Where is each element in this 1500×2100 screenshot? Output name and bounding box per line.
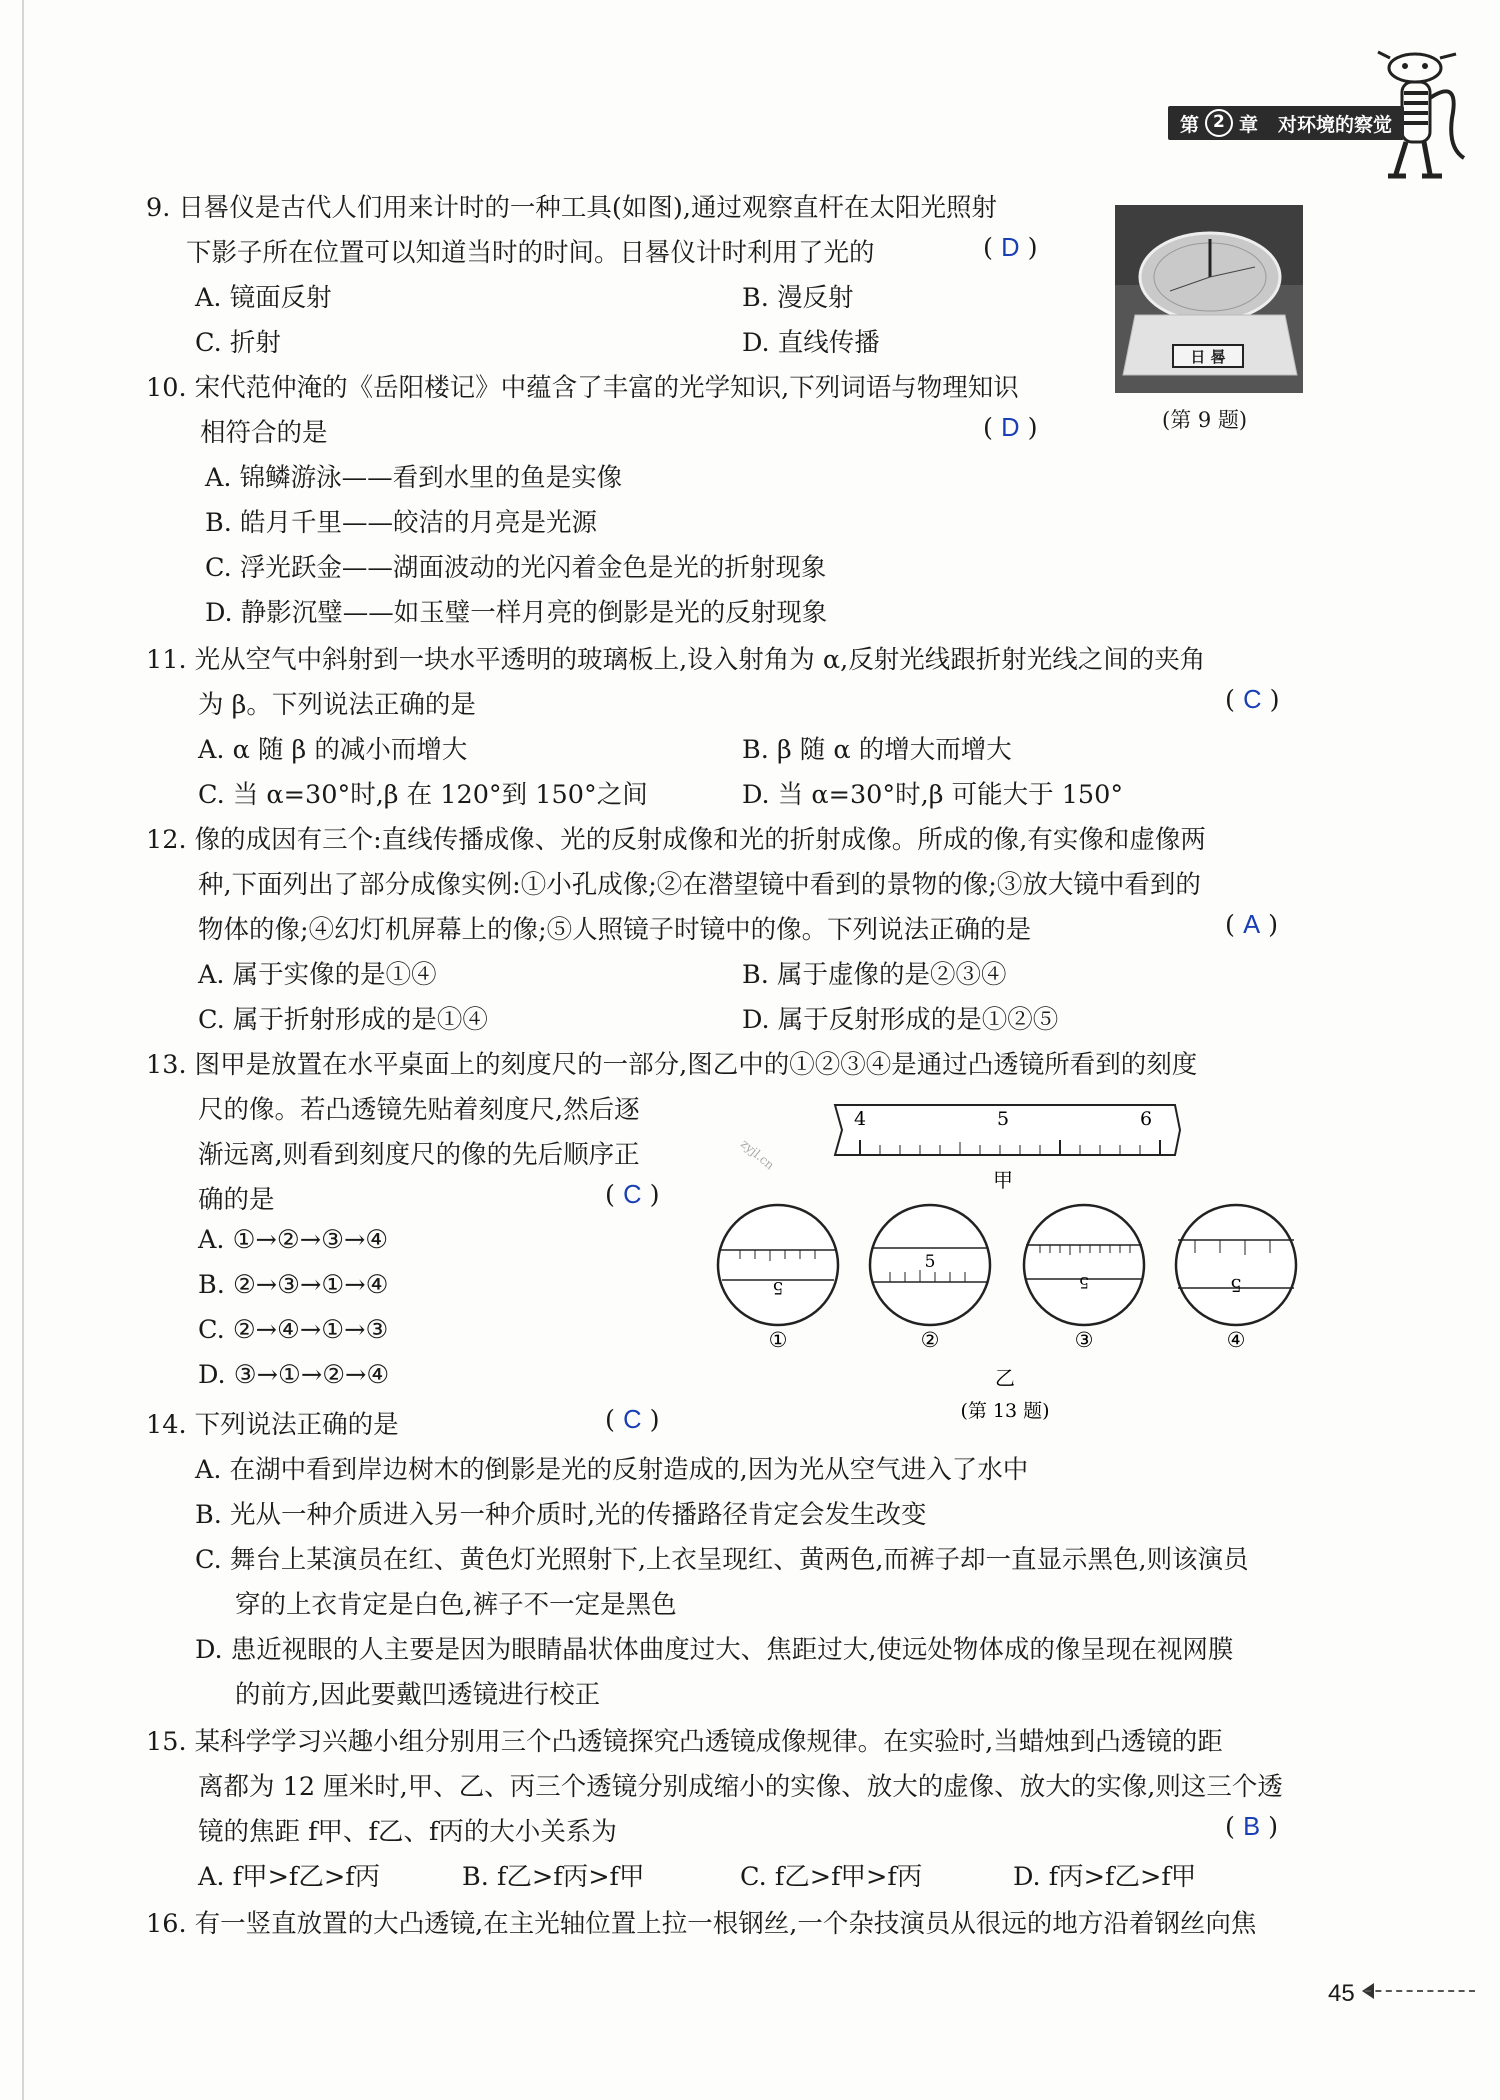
- watermark: zyjl.cn: [738, 1136, 777, 1173]
- q12-answer: A: [1243, 911, 1261, 939]
- page-dash-line: [1365, 1990, 1475, 1992]
- q9-caption: (第 9 题): [1162, 408, 1248, 432]
- q13-option-b: B. ②→③→①→④: [198, 1270, 389, 1300]
- q11-answer: C: [1243, 686, 1262, 714]
- q11-answer-bracket: ( C ): [1225, 685, 1280, 715]
- q12-stem-line3: 物体的像;④幻灯机屏幕上的像;⑤人照镜子时镜中的像。下列说法正确的是: [198, 915, 1032, 945]
- q13-stem-line2: 尺的像。若凸透镜先贴着刻度尺,然后逐: [198, 1095, 640, 1125]
- q15-option-d: D. f丙>f乙>f甲: [1013, 1862, 1197, 1892]
- q13-stem-line4: 确的是: [198, 1185, 275, 1215]
- q13-option-a: A. ①→②→③→④: [198, 1225, 389, 1255]
- q9-option-b: B. 漫反射: [742, 283, 854, 313]
- q15-option-c: C. f乙>f甲>f丙: [740, 1862, 923, 1892]
- label-yi: 乙: [995, 1366, 1015, 1390]
- q14-option-d-line2: 的前方,因此要戴凹透镜进行校正: [235, 1680, 601, 1710]
- q10-stem-line1: 10. 宋代范仲淹的《岳阳楼记》中蕴含了丰富的光学知识,下列词语与物理知识: [146, 373, 1019, 403]
- q13-stem-line3: 渐远离,则看到刻度尺的像的先后顺序正: [198, 1140, 640, 1170]
- q13-answer: C: [623, 1181, 642, 1209]
- circle-label-1: ①: [768, 1328, 788, 1352]
- page-number: 45: [1328, 1980, 1355, 2007]
- lens-image-4: [1176, 1205, 1296, 1325]
- circle-label-2: ②: [920, 1328, 940, 1352]
- q15-stem-line1: 15. 某科学学习兴趣小组分别用三个凸透镜探究凸透镜成像规律。在实验时,当蜡烛到凸透镜的距: [146, 1727, 1223, 1757]
- sundial-photo: [1115, 205, 1303, 393]
- q9-answer: D: [1001, 234, 1020, 262]
- q13-stem-line1: 13. 图甲是放置在水平桌面上的刻度尺的一部分,图乙中的①②③④是通过凸透镜所看到的刻度: [146, 1050, 1198, 1080]
- q10-option-a: A. 锦鳞游泳——看到水里的鱼是实像: [205, 463, 623, 493]
- q12-option-a: A. 属于实像的是①④: [198, 960, 437, 990]
- label-jia: 甲: [993, 1168, 1013, 1192]
- lens-4-digit: 5: [1230, 1274, 1242, 1295]
- q11-stem-line1: 11. 光从空气中斜射到一块水平透明的玻璃板上,设入射角为 α,反射光线跟折射光线之间的夹角: [146, 645, 1206, 675]
- q15-stem-line2: 离都为 12 厘米时,甲、乙、丙三个透镜分别成缩小的实像、放大的虚像、放大的实像,则这三个透: [198, 1772, 1283, 1802]
- q12-option-c: C. 属于折射形成的是①④: [198, 1005, 488, 1035]
- q14-option-a: A. 在湖中看到岸边树木的倒影是光的反射造成的,因为光从空气进入了水中: [195, 1455, 1029, 1485]
- chapter-prefix: 第: [1179, 113, 1199, 136]
- q12-option-d: D. 属于反射形成的是①②⑤: [742, 1005, 1059, 1035]
- circle-label-4: ④: [1226, 1328, 1246, 1352]
- q12-option-b: B. 属于虚像的是②③④: [742, 960, 1007, 990]
- q9-stem-line2: 下影子所在位置可以知道当时的时间。日晷仪计时利用了光的: [186, 238, 875, 268]
- lens-image-2: [870, 1205, 990, 1325]
- q16-stem-line1: 16. 有一竖直放置的大凸透镜,在主光轴位置上拉一根钢丝,一个杂技演员从很远的地方沿着钢丝向焦: [146, 1909, 1257, 1939]
- q10-answer-bracket: ( D ): [983, 413, 1038, 443]
- q12-answer-bracket: ( A ): [1225, 910, 1279, 940]
- q14-option-c-line2: 穿的上衣肯定是白色,裤子不一定是黑色: [235, 1590, 677, 1620]
- q9-option-d: D. 直线传播: [742, 328, 880, 358]
- q13-caption: (第 13 题): [960, 1400, 1050, 1422]
- chapter-title: 对环境的察觉: [1277, 113, 1392, 136]
- q15-answer: B: [1243, 1813, 1261, 1841]
- lens-3-digit: 5: [1078, 1273, 1090, 1292]
- q13-figure: [700, 1095, 1300, 1425]
- q14-option-d-line1: D. 患近视眼的人主要是因为眼睛晶状体曲度过大、焦距过大,使远处物体成的像呈现在视网膜: [195, 1635, 1234, 1665]
- q10-option-d: D. 静影沉璧——如玉璧一样月亮的倒影是光的反射现象: [205, 598, 828, 628]
- lens-image-1: [718, 1205, 838, 1325]
- q11-stem-line2: 为 β。下列说法正确的是: [198, 690, 476, 720]
- ruler-tick-6: 6: [1139, 1108, 1153, 1130]
- chapter-number: 2: [1205, 109, 1233, 137]
- q10-option-b: B. 皓月千里——皎洁的月亮是光源: [205, 508, 597, 538]
- ruler-tick-4: 4: [853, 1108, 867, 1130]
- lens-2-digit: 5: [924, 1252, 936, 1272]
- q13-answer-bracket: ( C ): [605, 1180, 660, 1210]
- q15-option-b: B. f乙>f丙>f甲: [462, 1862, 645, 1892]
- q14-option-b: B. 光从一种介质进入另一种介质时,光的传播路径肯定会发生改变: [195, 1500, 927, 1530]
- q9-option-c: C. 折射: [195, 328, 281, 358]
- q14-answer: C: [623, 1406, 642, 1434]
- q13-option-c: C. ②→④→①→③: [198, 1315, 389, 1345]
- q15-option-a: A. f甲>f乙>f丙: [198, 1862, 381, 1892]
- q9-option-a: A. 镜面反射: [195, 283, 332, 313]
- q11-option-a: A. α 随 β 的减小而增大: [198, 735, 468, 765]
- circle-label-3: ③: [1074, 1328, 1094, 1352]
- q15-stem-line3: 镜的焦距 f甲、f乙、f丙的大小关系为: [198, 1817, 617, 1847]
- q10-answer: D: [1001, 414, 1020, 442]
- lens-1-digit: 5: [772, 1277, 784, 1297]
- q14-stem: 14. 下列说法正确的是: [146, 1410, 399, 1440]
- chapter-header: [1168, 106, 1404, 140]
- q11-option-b: B. β 随 α 的增大而增大: [742, 735, 1012, 765]
- q11-option-c: C. 当 α=30°时,β 在 120°到 150°之间: [198, 780, 648, 810]
- q11-option-d: D. 当 α=30°时,β 可能大于 150°: [742, 780, 1124, 810]
- scan-edge: [22, 0, 24, 2100]
- q12-stem-line2: 种,下面列出了部分成像实例:①小孔成像;②在潜望镜中看到的景物的像;③放大镜中看到的: [198, 870, 1201, 900]
- q15-answer-bracket: ( B ): [1225, 1812, 1279, 1842]
- ruler-tick-5: 5: [996, 1108, 1010, 1130]
- q13-option-d: D. ③→①→②→④: [198, 1360, 390, 1390]
- q12-stem-line1: 12. 像的成因有三个:直线传播成像、光的反射成像和光的折射成像。所成的像,有实像和虚像两: [146, 825, 1206, 855]
- sundial-label: 日 晷: [1190, 348, 1226, 366]
- chapter-suffix: 章: [1238, 113, 1258, 136]
- q9-stem-line1: 9. 日晷仪是古代人们用来计时的一种工具(如图),通过观察直杆在太阳光照射: [146, 193, 997, 223]
- q10-stem-line2: 相符合的是: [200, 418, 328, 448]
- lens-image-3: [1024, 1205, 1144, 1325]
- q14-answer-bracket: ( C ): [605, 1405, 660, 1435]
- q9-answer-bracket: ( D ): [983, 233, 1038, 263]
- q14-option-c-line1: C. 舞台上某演员在红、黄色灯光照射下,上衣呈现红、黄两色,而裤子却一直显示黑色,则该演员: [195, 1545, 1249, 1575]
- q10-option-c: C. 浮光跃金——湖面波动的光闪着金色是光的折射现象: [205, 553, 827, 583]
